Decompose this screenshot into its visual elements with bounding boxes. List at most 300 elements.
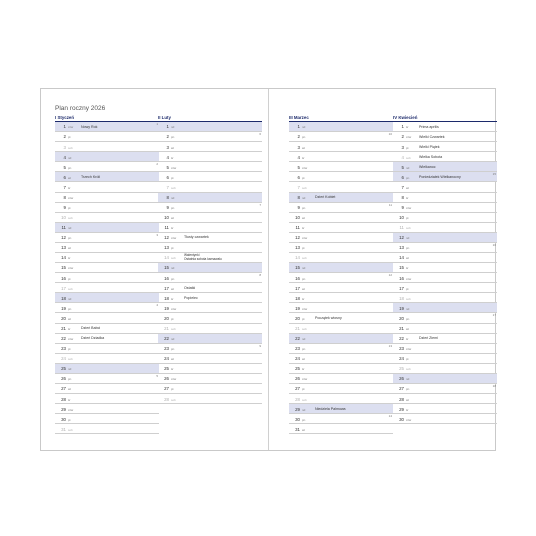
day-of-week: nd — [406, 377, 410, 382]
day-number: 9 — [297, 205, 300, 211]
day-row[interactable] — [158, 394, 262, 404]
day-row[interactable] — [289, 303, 393, 313]
day-of-week: sob — [68, 427, 73, 432]
day-number: 20 — [61, 315, 66, 321]
day-number: 9 — [401, 205, 404, 211]
day-of-week: sob — [302, 185, 307, 190]
day-of-week: pt — [302, 316, 305, 321]
day-row[interactable] — [393, 152, 497, 162]
day-row[interactable] — [158, 193, 262, 203]
day-number: 22 — [61, 336, 66, 342]
day-of-week: śr — [68, 326, 71, 331]
day-row[interactable] — [55, 223, 159, 233]
day-number: 10 — [295, 215, 300, 221]
day-row[interactable] — [393, 364, 497, 374]
day-number: 27 — [295, 386, 300, 392]
day-of-week: śr — [171, 367, 174, 372]
day-of-week: pt — [406, 286, 409, 291]
day-row[interactable] — [158, 313, 262, 323]
day-note: Popielec — [184, 295, 198, 300]
day-of-week: pn — [302, 347, 306, 352]
day-row[interactable] — [158, 122, 262, 132]
day-number: 21 — [164, 325, 169, 331]
day-row[interactable] — [289, 354, 393, 364]
day-number: 4 — [166, 154, 169, 160]
day-row[interactable] — [55, 334, 159, 344]
day-row[interactable] — [289, 132, 393, 142]
day-of-week: pt — [171, 175, 174, 180]
day-row[interactable] — [289, 293, 393, 303]
day-number: 4 — [401, 154, 404, 160]
day-row[interactable] — [158, 213, 262, 223]
day-of-week: nd — [406, 306, 410, 311]
day-row[interactable] — [55, 152, 159, 162]
day-number: 20 — [164, 315, 169, 321]
day-row[interactable] — [158, 293, 262, 303]
week-number: 7 — [259, 202, 261, 207]
day-of-week: śr — [171, 296, 174, 301]
day-row[interactable] — [289, 404, 393, 414]
day-row[interactable] — [289, 152, 393, 162]
day-number: 26 — [164, 376, 169, 382]
day-number: 19 — [164, 305, 169, 311]
day-row[interactable] — [158, 334, 262, 344]
day-number: 15 — [61, 265, 66, 271]
day-row[interactable] — [158, 172, 262, 182]
day-row[interactable] — [55, 364, 159, 374]
month-header: III Marzec — [289, 114, 393, 122]
day-of-week: śr — [302, 367, 305, 372]
day-of-week: czw — [302, 306, 308, 311]
day-number: 3 — [63, 144, 66, 150]
day-number: 24 — [164, 356, 169, 362]
day-number: 28 — [164, 396, 169, 402]
day-number: 27 — [399, 386, 404, 392]
day-of-week: wt — [406, 397, 409, 402]
day-row[interactable] — [393, 162, 497, 172]
day-note: Dzień Kobiet — [315, 195, 336, 200]
day-row[interactable] — [55, 243, 159, 253]
day-of-week: sob — [406, 367, 411, 372]
day-of-week: czw — [406, 347, 412, 352]
day-row[interactable] — [55, 122, 159, 132]
day-note: Dzień Dziadka — [81, 336, 105, 341]
day-row[interactable] — [55, 283, 159, 293]
day-row[interactable] — [393, 324, 497, 334]
day-row[interactable] — [393, 344, 497, 354]
day-row[interactable] — [393, 223, 497, 233]
day-row[interactable] — [393, 384, 497, 394]
day-of-week: czw — [68, 195, 74, 200]
day-number: 7 — [297, 184, 300, 190]
day-row[interactable] — [393, 193, 497, 203]
day-of-week: pt — [406, 357, 409, 362]
day-row[interactable] — [289, 324, 393, 334]
day-number: 30 — [295, 416, 300, 422]
day-of-week: sob — [68, 216, 73, 221]
week-number: 9 — [259, 343, 261, 348]
day-number: 3 — [401, 144, 404, 150]
day-row[interactable] — [158, 324, 262, 334]
day-row[interactable] — [393, 243, 497, 253]
day-number: 11 — [399, 225, 404, 231]
day-row[interactable] — [393, 253, 497, 263]
day-row[interactable] — [393, 203, 497, 213]
day-number: 4 — [297, 154, 300, 160]
month-column-january — [55, 114, 159, 434]
day-row[interactable] — [55, 142, 159, 152]
day-row[interactable] — [55, 324, 159, 334]
day-row[interactable] — [289, 334, 393, 344]
day-number: 17 — [295, 285, 300, 291]
day-number: 11 — [295, 225, 300, 231]
day-row[interactable] — [55, 424, 159, 434]
day-number: 5 — [401, 164, 404, 170]
day-number: 14 — [295, 255, 300, 261]
day-of-week: sob — [171, 326, 176, 331]
day-row[interactable] — [55, 233, 159, 243]
day-row[interactable] — [158, 253, 262, 263]
day-row[interactable] — [393, 374, 497, 384]
day-row[interactable] — [158, 374, 262, 384]
day-of-week: czw — [68, 125, 74, 130]
day-of-week: sob — [406, 226, 411, 231]
day-number: 29 — [61, 406, 66, 412]
day-number: 7 — [401, 184, 404, 190]
day-row[interactable] — [55, 313, 159, 323]
day-row[interactable] — [158, 273, 262, 283]
day-of-week: śr — [68, 185, 71, 190]
day-of-week: pt — [68, 347, 71, 352]
day-row[interactable] — [393, 354, 497, 364]
day-of-week: śr — [406, 266, 409, 271]
day-row[interactable] — [393, 283, 497, 293]
day-row[interactable] — [158, 182, 262, 192]
day-number: 23 — [61, 346, 66, 352]
day-number: 17 — [164, 285, 169, 291]
day-row[interactable] — [55, 273, 159, 283]
day-row[interactable] — [158, 364, 262, 374]
day-of-week: wt — [302, 286, 305, 291]
day-row[interactable] — [158, 243, 262, 253]
month-column-february — [158, 114, 262, 404]
day-row[interactable] — [289, 263, 393, 273]
day-row[interactable] — [289, 122, 393, 132]
day-of-week: czw — [406, 135, 412, 140]
day-of-week: pn — [171, 135, 175, 140]
day-number: 18 — [61, 295, 66, 301]
day-of-week: pn — [302, 206, 306, 211]
page-gutter — [268, 89, 269, 450]
day-row[interactable] — [158, 152, 262, 162]
day-of-week: czw — [302, 377, 308, 382]
day-of-week: nd — [406, 165, 410, 170]
day-row[interactable] — [393, 334, 497, 344]
day-row[interactable] — [55, 293, 159, 303]
day-row[interactable] — [158, 283, 262, 293]
day-note: Wielki Czwartek — [419, 134, 445, 139]
week-number: 6 — [259, 132, 261, 137]
day-number: 25 — [164, 366, 169, 372]
day-row[interactable] — [158, 142, 262, 152]
day-number: 12 — [164, 235, 169, 241]
day-number: 12 — [295, 235, 300, 241]
day-of-week: wt — [302, 357, 305, 362]
day-of-week: czw — [302, 165, 308, 170]
day-number: 16 — [164, 275, 169, 281]
day-of-week: nd — [302, 407, 306, 412]
day-of-week: sob — [406, 155, 411, 160]
day-row[interactable] — [158, 384, 262, 394]
day-of-week: czw — [171, 306, 177, 311]
day-row[interactable] — [55, 253, 159, 263]
month-header: II Luty — [158, 114, 262, 122]
day-row[interactable] — [55, 162, 159, 172]
day-row[interactable] — [393, 263, 497, 273]
day-number: 23 — [295, 346, 300, 352]
day-number: 1 — [297, 124, 300, 130]
day-of-week: czw — [171, 236, 177, 241]
day-number: 26 — [61, 376, 66, 382]
day-row[interactable] — [289, 223, 393, 233]
day-number: 13 — [399, 245, 404, 251]
day-number: 2 — [166, 134, 169, 140]
day-row[interactable] — [55, 374, 159, 384]
day-of-week: sob — [171, 185, 176, 190]
day-number: 2 — [63, 134, 66, 140]
day-of-week: śr — [406, 337, 409, 342]
day-row[interactable] — [393, 182, 497, 192]
day-row[interactable] — [393, 172, 497, 182]
week-number: 8 — [259, 273, 261, 278]
day-row[interactable] — [55, 384, 159, 394]
day-of-week: pn — [68, 306, 72, 311]
day-row[interactable] — [393, 213, 497, 223]
week-number: 16 — [492, 242, 496, 247]
day-row[interactable] — [55, 172, 159, 182]
day-row[interactable] — [289, 253, 393, 263]
day-number: 12 — [399, 235, 404, 241]
day-of-week: pn — [171, 347, 175, 352]
day-number: 14 — [164, 255, 169, 261]
day-of-week: pt — [171, 387, 174, 392]
week-number: 13 — [388, 343, 392, 348]
day-of-week: wt — [171, 286, 174, 291]
day-of-week: śr — [302, 155, 305, 160]
day-of-week: śr — [406, 195, 409, 200]
day-number: 19 — [61, 305, 66, 311]
day-note: Nowy Rok — [81, 124, 98, 129]
day-row[interactable] — [55, 213, 159, 223]
week-number: 4 — [156, 303, 158, 308]
day-of-week: pt — [68, 417, 71, 422]
day-row[interactable] — [289, 424, 393, 434]
day-row[interactable] — [393, 122, 497, 132]
day-note: Poniedziałek Wielkanocny — [419, 174, 461, 179]
day-row[interactable] — [393, 404, 497, 414]
day-of-week: nd — [68, 155, 72, 160]
day-row[interactable] — [393, 132, 497, 142]
day-number: 13 — [61, 245, 66, 251]
day-of-week: sob — [302, 326, 307, 331]
day-number: 6 — [166, 174, 169, 180]
day-of-week: nd — [171, 266, 175, 271]
day-number: 3 — [297, 144, 300, 150]
day-row[interactable] — [55, 203, 159, 213]
day-number: 4 — [63, 154, 66, 160]
day-row[interactable] — [393, 273, 497, 283]
day-number: 28 — [61, 396, 66, 402]
day-row[interactable] — [55, 404, 159, 414]
day-number: 25 — [61, 366, 66, 372]
day-number: 21 — [295, 325, 300, 331]
day-of-week: sob — [68, 145, 73, 150]
day-row[interactable] — [55, 344, 159, 354]
week-number: 18 — [492, 384, 496, 389]
month-header: I Styczeń — [55, 114, 159, 122]
day-of-week: nd — [68, 296, 72, 301]
day-row[interactable] — [393, 303, 497, 313]
day-row[interactable] — [55, 394, 159, 404]
day-of-week: pt — [68, 206, 71, 211]
day-row[interactable] — [289, 394, 393, 404]
day-note: Ostatki — [184, 285, 196, 290]
day-of-week: sob — [68, 357, 73, 362]
day-number: 14 — [399, 255, 404, 261]
day-note: Wielka Sobota — [419, 154, 443, 159]
day-row[interactable] — [393, 394, 497, 404]
day-of-week: pn — [302, 135, 306, 140]
day-row[interactable] — [289, 283, 393, 293]
day-row[interactable] — [289, 172, 393, 182]
day-of-week: nd — [302, 195, 306, 200]
day-row[interactable] — [158, 132, 262, 142]
day-of-week: nd — [302, 337, 306, 342]
day-number: 8 — [401, 194, 404, 200]
week-number: 14 — [388, 414, 392, 419]
day-row[interactable] — [289, 243, 393, 253]
day-row[interactable] — [158, 233, 262, 243]
day-of-week: sob — [302, 256, 307, 261]
day-row[interactable] — [393, 293, 497, 303]
day-note: Dzień Ziemi — [419, 336, 438, 341]
day-of-week: czw — [68, 337, 74, 342]
day-row[interactable] — [393, 414, 497, 424]
page-title: Plan roczny 2026 — [55, 105, 106, 112]
day-of-week: pt — [171, 316, 174, 321]
day-row[interactable] — [158, 354, 262, 364]
day-of-week: pt — [171, 246, 174, 251]
day-number: 25 — [295, 366, 300, 372]
day-of-week: śr — [68, 397, 71, 402]
day-of-week: sob — [68, 286, 73, 291]
day-of-week: pt — [406, 145, 409, 150]
day-row[interactable] — [289, 414, 393, 424]
day-row[interactable] — [55, 414, 159, 424]
day-number: 15 — [164, 265, 169, 271]
day-row[interactable] — [289, 384, 393, 394]
day-number: 8 — [166, 194, 169, 200]
day-number: 13 — [295, 245, 300, 251]
month-column-march — [289, 114, 393, 434]
day-row[interactable] — [393, 233, 497, 243]
day-row[interactable] — [55, 303, 159, 313]
day-number: 23 — [399, 346, 404, 352]
day-row[interactable] — [289, 162, 393, 172]
day-number: 17 — [399, 285, 404, 291]
day-number: 28 — [295, 396, 300, 402]
day-number: 20 — [295, 315, 300, 321]
day-row[interactable] — [393, 142, 497, 152]
day-of-week: pn — [171, 206, 175, 211]
day-row[interactable] — [158, 203, 262, 213]
day-number: 24 — [295, 356, 300, 362]
day-row[interactable] — [289, 193, 393, 203]
day-row[interactable] — [289, 182, 393, 192]
day-row[interactable] — [289, 213, 393, 223]
day-of-week: nd — [302, 266, 306, 271]
day-number: 21 — [61, 325, 66, 331]
day-row[interactable] — [289, 364, 393, 374]
day-row[interactable] — [393, 313, 497, 323]
day-row[interactable] — [289, 344, 393, 354]
day-row[interactable] — [158, 223, 262, 233]
day-of-week: wt — [406, 326, 409, 331]
day-row[interactable] — [289, 233, 393, 243]
day-note: Tłusty czwartek — [184, 235, 209, 240]
day-row[interactable] — [55, 132, 159, 142]
day-of-week: pt — [302, 175, 305, 180]
day-number: 5 — [297, 164, 300, 170]
day-number: 16 — [61, 275, 66, 281]
day-of-week: wt — [302, 145, 305, 150]
day-number: 7 — [63, 184, 66, 190]
day-row[interactable] — [289, 273, 393, 283]
day-row[interactable] — [55, 193, 159, 203]
day-of-week: wt — [68, 316, 71, 321]
day-of-week: pt — [68, 135, 71, 140]
day-row[interactable] — [158, 263, 262, 273]
day-of-week: czw — [406, 206, 412, 211]
day-of-week: pn — [302, 417, 306, 422]
day-number: 15 — [399, 265, 404, 271]
day-note: Wielki Piątek — [419, 144, 440, 149]
week-number: 3 — [156, 232, 158, 237]
day-number: 27 — [61, 386, 66, 392]
day-number: 7 — [166, 184, 169, 190]
day-note: Początek wiosny — [315, 315, 342, 320]
day-row[interactable] — [289, 313, 393, 323]
day-of-week: pt — [68, 276, 71, 281]
day-row[interactable] — [289, 203, 393, 213]
day-of-week: sob — [302, 397, 307, 402]
day-of-week: wt — [171, 216, 174, 221]
day-row[interactable] — [55, 182, 159, 192]
day-row[interactable] — [55, 354, 159, 364]
day-of-week: pn — [406, 387, 410, 392]
planner-spread — [40, 88, 496, 451]
day-row[interactable] — [289, 142, 393, 152]
day-row[interactable] — [158, 303, 262, 313]
day-number: 1 — [166, 124, 169, 130]
day-number: 18 — [399, 295, 404, 301]
day-of-week: pt — [302, 246, 305, 251]
day-row[interactable] — [158, 162, 262, 172]
day-row[interactable] — [289, 374, 393, 384]
day-row[interactable] — [55, 263, 159, 273]
day-of-week: śr — [68, 256, 71, 261]
day-row[interactable] — [158, 344, 262, 354]
